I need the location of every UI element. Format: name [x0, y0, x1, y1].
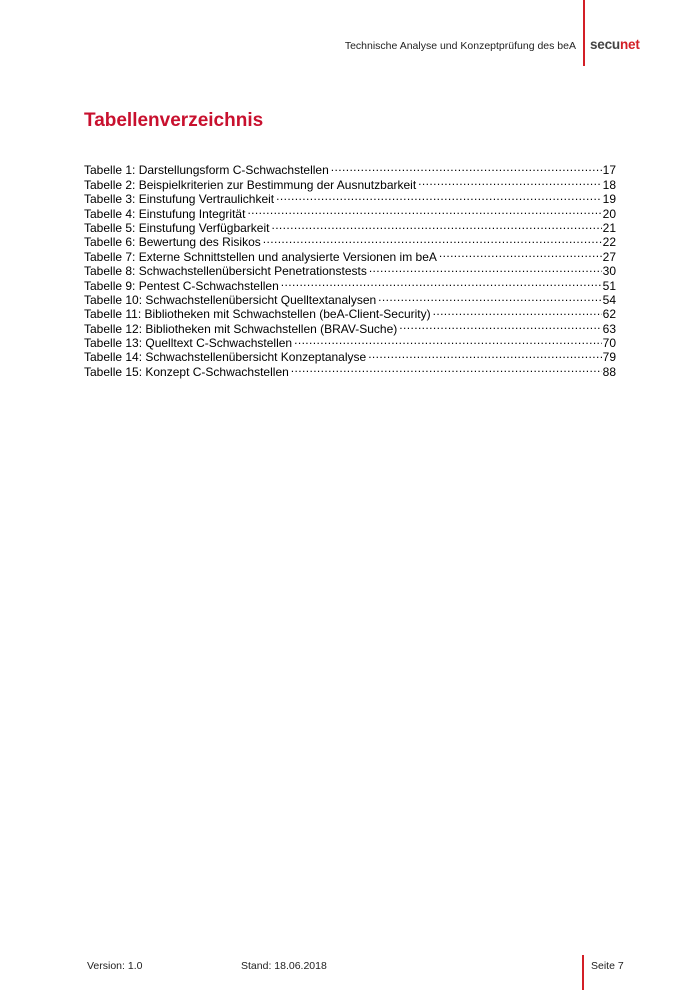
secunet-logo [590, 37, 640, 52]
toc-entry-page: 79 [602, 350, 616, 365]
toc-leader-dots [369, 261, 602, 275]
toc-entry-label: Tabelle 2: Beispielkriterien zur Bestimmung der Ausnutzbarkeit [84, 177, 417, 192]
toc-entry-page: 51 [602, 278, 616, 293]
footer-divider [582, 955, 584, 990]
toc-entry-label: Tabelle 11: Bibliotheken mit Schwachstellen (beA-Client-Security) [84, 307, 431, 322]
toc-entry-label: Tabelle 3: Einstufung Vertraulichkeit [84, 192, 275, 207]
toc-entry-label: Tabelle 8: Schwachstellenübersicht Penetrationstests [84, 264, 367, 279]
toc-leader-dots [399, 318, 601, 332]
toc-leader-dots [294, 333, 602, 347]
toc-entry-page: 63 [602, 321, 616, 336]
toc-entry-label: Tabelle 6: Bewertung des Risikos [84, 235, 261, 250]
footer-version: Version: 1.0 [87, 960, 143, 972]
toc-leader-dots [433, 304, 602, 318]
toc-entry-label: Tabelle 12: Bibliotheken mit Schwachstellen (BRAV-Suche) [84, 321, 398, 336]
toc-entry-page: 62 [602, 307, 616, 322]
toc-entry-page: 70 [602, 336, 616, 351]
page-heading: Tabellenverzeichnis [84, 110, 264, 131]
toc-leader-dots [276, 189, 602, 203]
toc-entry-page: 20 [602, 206, 616, 221]
toc-leader-dots [331, 160, 602, 174]
logo-part-1: secu [590, 37, 620, 52]
toc-entry-page: 19 [602, 192, 616, 207]
toc-entry-label: Tabelle 15: Konzept C-Schwachstellen [84, 364, 289, 379]
toc-entry-page: 17 [602, 163, 616, 178]
toc-entry-label: Tabelle 1: Darstellungsform C-Schwachstellen [84, 163, 329, 178]
toc-leader-dots [263, 232, 602, 246]
toc-entry-label: Tabelle 13: Quelltext C-Schwachstellen [84, 336, 293, 351]
toc-entry-page: 54 [602, 292, 616, 307]
toc-leader-dots [439, 246, 602, 260]
table-of-tables [84, 160, 616, 379]
toc-leader-dots [368, 347, 601, 361]
header-title: Technische Analyse und Konzeptprüfung des beA [344, 40, 576, 52]
toc-entry-page: 21 [602, 220, 616, 235]
toc-leader-dots [281, 275, 602, 289]
toc-entry-label: Tabelle 7: Externe Schnittstellen und analysierte Versionen im beA [84, 249, 437, 264]
toc-entry-label: Tabelle 9: Pentest C-Schwachstellen [84, 278, 279, 293]
toc-leader-dots [271, 218, 601, 232]
logo-part-2: net [619, 37, 640, 52]
toc-entry-page: 27 [602, 249, 616, 264]
toc-entry-page: 30 [602, 264, 616, 279]
toc-entry-label: Tabelle 4: Einstufung Integrität [84, 206, 246, 221]
toc-leader-dots [291, 361, 602, 375]
toc-leader-dots [247, 203, 601, 217]
toc-entry-page: 18 [602, 177, 616, 192]
header-divider [583, 0, 585, 66]
toc-entry-label: Tabelle 5: Einstufung Verfügbarkeit [84, 220, 270, 235]
toc-entry[interactable] [84, 160, 616, 178]
toc-entry-label: Tabelle 14: Schwachstellenübersicht Konzeptanalyse [84, 350, 367, 365]
toc-leader-dots [418, 174, 601, 188]
footer-date: Stand: 18.06.2018 [241, 960, 327, 972]
toc-leader-dots [378, 290, 601, 304]
toc-entry-page: 22 [602, 235, 616, 250]
toc-entry-label: Tabelle 10: Schwachstellenübersicht Quelltextanalysen [84, 292, 377, 307]
toc-entry-page: 88 [602, 364, 616, 379]
footer-page-number: Seite 7 [591, 960, 624, 972]
